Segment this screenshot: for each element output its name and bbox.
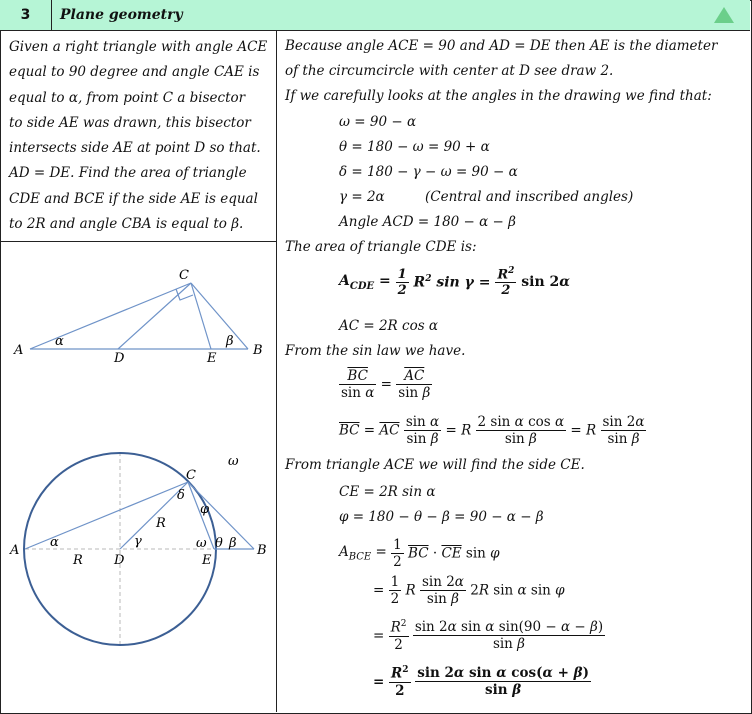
ac-equation: AC = 2R cos α [339, 318, 439, 334]
equation-note: (Central and inscribed angles) [425, 189, 634, 205]
label-gamma: γ [134, 534, 142, 549]
label-beta: β [229, 536, 237, 551]
sin-law-intro: From the sin law we have. [285, 343, 466, 359]
ce-intro: From triangle ACE we will find the side CE. [285, 457, 585, 473]
area-bce-step3: = $\frac{R^2}{2}$ $\frac{\text{sin 2α sin α sin(90 − α − β)}}{\text{sin β}}$ [373, 619, 604, 653]
problem-line: CDE and BCE if the side AE is equal [9, 190, 258, 207]
problem-line: to 2R and angle CBA is equal to β. [9, 216, 244, 233]
problem-line: to side AE was drawn, this bisector [9, 114, 251, 131]
label-phi: φ [200, 502, 210, 517]
label-C: C [186, 468, 196, 483]
sin-law-ratio: $\frac{\overline{BC}}{\text{sin α}}$ = $\frac{\overline{AC}}{\text{sin β}}$ [341, 368, 431, 401]
label-A: A [14, 343, 24, 358]
label-D: D [114, 351, 125, 366]
column-divider [276, 31, 277, 712]
solution-intro: If we carefully looks at the angles in the drawing we find that: [285, 88, 712, 104]
equation-acd: Angle ACD = 180 − α − β [339, 214, 516, 230]
area-bce-step2: = $\frac{1}{2}$ R $\frac{\sin 2\alpha}{\text{sin β}}$ 2R sin α sin φ [373, 574, 565, 607]
area-cde-intro: The area of triangle CDE is: [285, 239, 477, 255]
label-omega: ω [228, 454, 239, 469]
collapse-triangle-icon[interactable] [714, 7, 734, 23]
ce-equation: CE = 2R sin α [339, 484, 436, 500]
section-title: Plane geometry [60, 7, 183, 23]
label-alpha: α [50, 535, 59, 550]
solution-intro: Because angle ACE = 90 and AD = DE then AE is the diameter [285, 38, 718, 54]
area-cde-formula: $A_{CDE}$ = $\frac{1}{2}$ $R^2$ sin γ = $\frac{R^2}{2}$ sin 2α [339, 266, 571, 299]
area-bce-step1: $A_{BCE}$ = $\frac{1}{2}$ $\overline{BC} \cdot \overline{CE}$ sin φ [339, 537, 500, 570]
label-beta: β [226, 334, 234, 349]
equation-gamma: γ = 2α [339, 189, 385, 205]
problem-line: AD = DE. Find the area of triangle [9, 165, 247, 182]
label-radius: R [156, 516, 166, 531]
label-radius: R [73, 553, 83, 568]
circumcircle-figure [0, 0, 276, 712]
bc-derivation: $\overline{BC} = \overline{AC}$ $\frac{\text{sin α}}{\text{sin β}}$ = R $\frac{\text{2 sin α cos α}}{\text{sin β}}$ = R $\frac{\sin 2\alpha}{\text{sin β}}$ [339, 414, 645, 447]
label-D: D [114, 553, 125, 568]
label-A: A [10, 543, 20, 558]
label-alpha: α [55, 334, 64, 349]
label-E: E [202, 553, 212, 568]
label-B: B [253, 343, 263, 358]
problem-line: Given a right triangle with angle ACE [9, 39, 268, 55]
problem-number: 3 [0, 0, 52, 30]
equation-omega: ω = 90 − α [339, 114, 417, 130]
label-B: B [257, 543, 267, 558]
equation-delta: δ = 180 − γ − ω = 90 − α [339, 164, 518, 180]
problem-line: intersects side AE at point D so that. [9, 140, 261, 157]
phi-equation: φ = 180 − θ − β = 90 − α − β [339, 509, 544, 525]
label-C: C [179, 268, 189, 283]
label-omega: ω [196, 536, 207, 551]
problem-line: equal to 90 degree and angle CAE is [9, 64, 260, 81]
equation-theta: θ = 180 − ω = 90 + α [339, 139, 490, 155]
solution-intro: of the circumcircle with center at D see draw 2. [285, 63, 614, 79]
label-delta: δ [177, 488, 185, 503]
problem-line: equal to α, from point C a bisector [9, 89, 246, 106]
label-theta: θ [215, 536, 223, 551]
label-E: E [207, 351, 217, 366]
area-bce-result: = $\frac{R^2}{2}$ $\frac{\text{sin 2α sin α cos(α + β)}}{\text{sin β}}$ [373, 665, 589, 699]
